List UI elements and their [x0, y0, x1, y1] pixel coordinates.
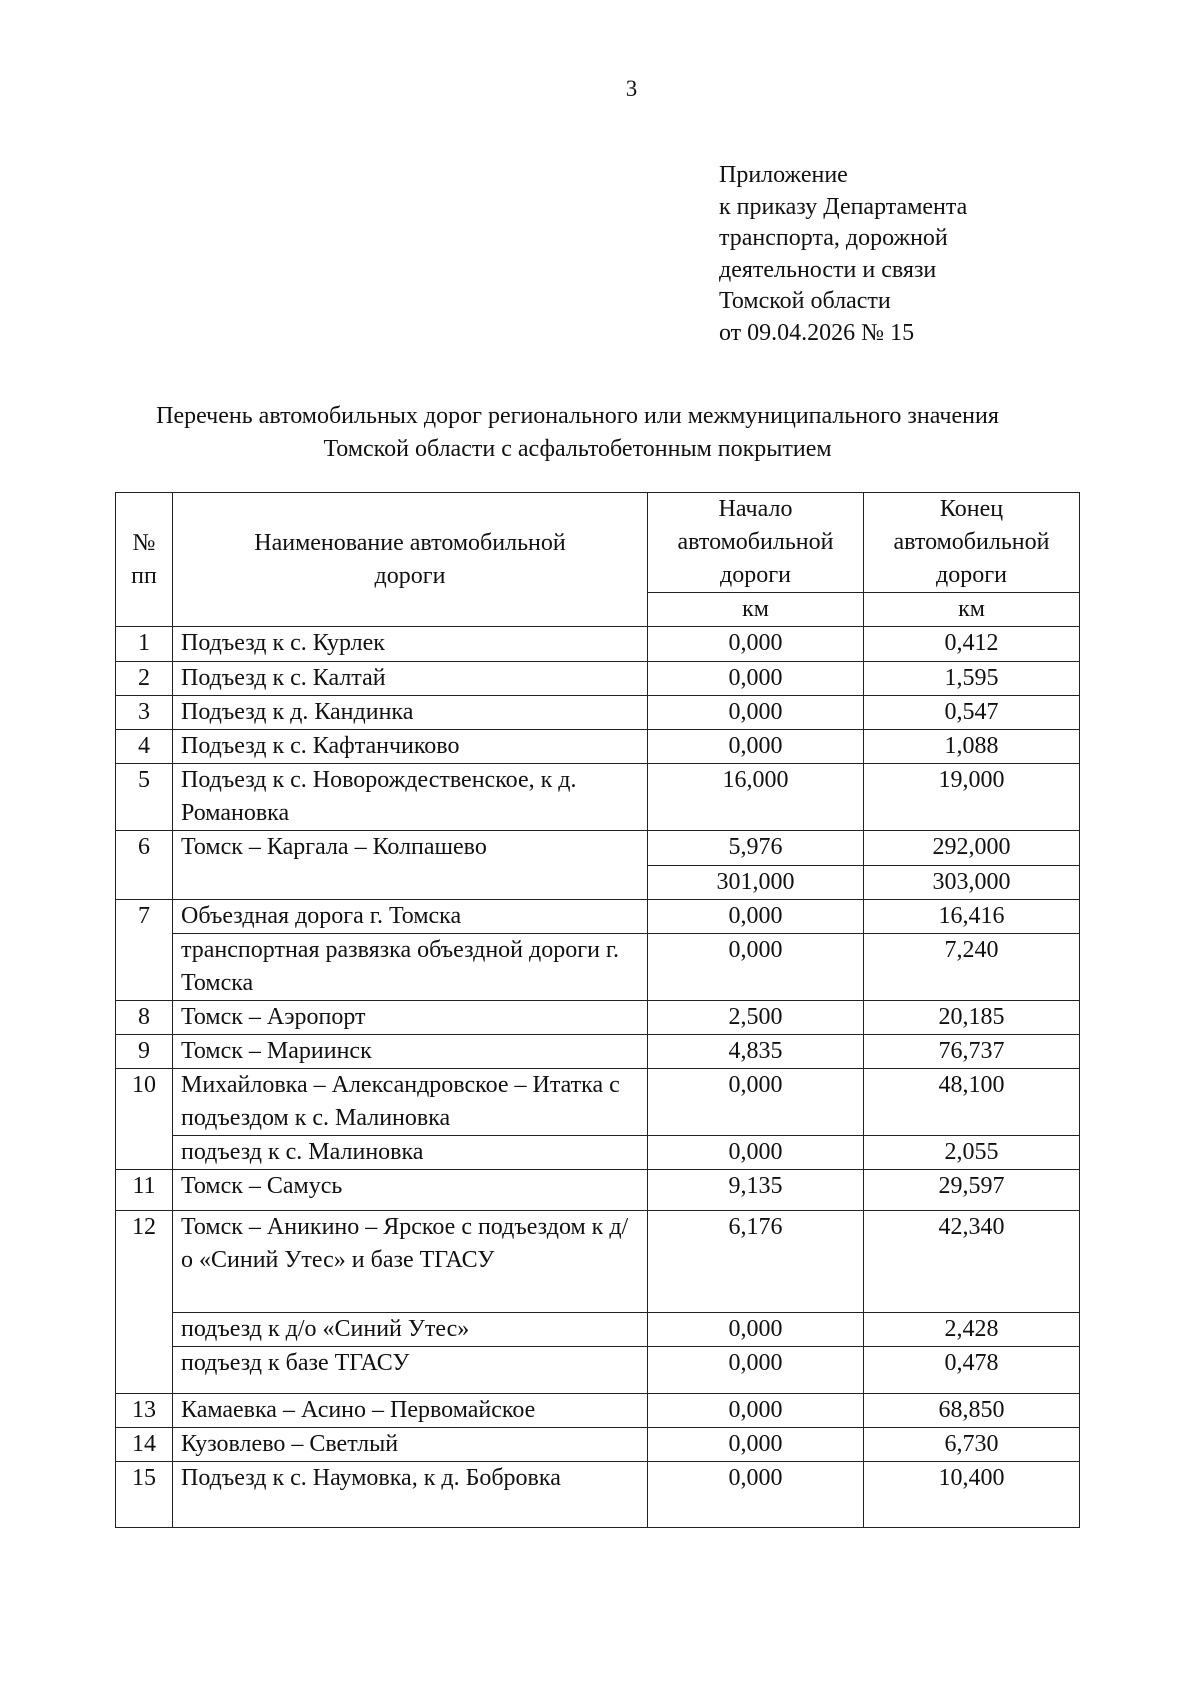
row-number: 6	[116, 831, 173, 900]
start-km: 2,500	[648, 1001, 864, 1035]
start-km: 5,976	[648, 831, 864, 866]
start-km: 0,000	[648, 730, 864, 764]
start-km: 0,000	[648, 934, 864, 1001]
row-number: 15	[116, 1462, 173, 1528]
row-number: 8	[116, 1001, 173, 1035]
table-row	[116, 1170, 1080, 1211]
row-number: 2	[116, 662, 173, 696]
header-name: Наименование автомобильной дороги	[173, 493, 648, 627]
start-km: 0,000	[648, 627, 864, 662]
appendix-block	[719, 160, 967, 349]
end-km: 68,850	[864, 1394, 1080, 1428]
end-km: 76,737	[864, 1035, 1080, 1069]
road-name: Подъезд к с. Кафтанчиково	[173, 730, 648, 764]
row-number: 10	[116, 1069, 173, 1170]
row-number: 14	[116, 1428, 173, 1462]
row-number: 11	[116, 1170, 173, 1211]
road-name: Подъезд к с. Калтай	[173, 662, 648, 696]
table-row	[116, 1462, 1080, 1528]
title-line: Перечень автомобильных дорог регионального или межмуниципального значения	[156, 403, 999, 429]
appendix-line: Томской области	[719, 288, 891, 314]
start-km: 0,000	[648, 900, 864, 934]
start-km: 16,000	[648, 764, 864, 831]
road-name: Подъезд к с. Новорождественское, к д. Романовка	[173, 764, 648, 831]
table-row	[116, 1069, 1080, 1136]
start-km: 0,000	[648, 1462, 864, 1528]
row-number: 4	[116, 730, 173, 764]
start-km: 0,000	[648, 1428, 864, 1462]
road-name: транспортная развязка объездной дороги г. Томска	[173, 934, 648, 1001]
start-km: 9,135	[648, 1170, 864, 1211]
table-row	[116, 831, 1080, 866]
road-name: Томск – Мариинск	[173, 1035, 648, 1069]
end-km: 1,595	[864, 662, 1080, 696]
end-km: 292,000	[864, 831, 1080, 866]
page-number: 3	[625, 76, 638, 101]
table-row	[116, 696, 1080, 730]
end-km: 20,185	[864, 1001, 1080, 1035]
end-km: 2,055	[864, 1136, 1080, 1170]
row-number: 13	[116, 1394, 173, 1428]
row-number: 3	[116, 696, 173, 730]
roads-table	[115, 492, 1080, 1528]
start-km: 0,000	[648, 1313, 864, 1347]
road-name: Подъезд к д. Кандинка	[173, 696, 648, 730]
table-row	[116, 1394, 1080, 1428]
row-number: 7	[116, 900, 173, 1001]
table-subrow	[116, 1313, 1080, 1347]
road-name: подъезд к базе ТГАСУ	[173, 1347, 648, 1394]
start-km: 0,000	[648, 696, 864, 730]
table-subrow	[116, 1347, 1080, 1394]
row-number: 12	[116, 1211, 173, 1394]
table-row	[116, 1001, 1080, 1035]
table-row	[116, 730, 1080, 764]
road-name: Кузовлево – Светлый	[173, 1428, 648, 1462]
start-km: 0,000	[648, 1136, 864, 1170]
header-end: Конец автомобильной дороги	[864, 493, 1080, 593]
end-km: 42,340	[864, 1211, 1080, 1313]
end-km: 303,000	[864, 866, 1080, 900]
road-name: Томск – Самусь	[173, 1170, 648, 1211]
road-name: подъезд к д/о «Синий Утес»	[173, 1313, 648, 1347]
end-km: 0,412	[864, 627, 1080, 662]
header-unit-end: км	[864, 593, 1080, 627]
table-row	[116, 1035, 1080, 1069]
table-row	[116, 764, 1080, 831]
row-number: 1	[116, 627, 173, 662]
start-km: 6,176	[648, 1211, 864, 1313]
row-number: 5	[116, 764, 173, 831]
appendix-line: деятельности и связи	[719, 256, 937, 283]
table-row	[116, 900, 1080, 934]
appendix-line: к приказу Департамента	[719, 193, 968, 220]
header-num: № пп	[116, 493, 173, 627]
document-title	[0, 400, 1155, 466]
road-name: подъезд к с. Малиновка	[173, 1136, 648, 1170]
road-name: Михайловка – Александровское – Итатка с подъездом к с. Малиновка	[173, 1069, 648, 1136]
appendix-line: Приложение	[719, 162, 848, 188]
end-km: 6,730	[864, 1428, 1080, 1462]
start-km: 0,000	[648, 662, 864, 696]
road-name: Подъезд к с. Наумовка, к д. Бобровка	[173, 1462, 648, 1528]
end-km: 7,240	[864, 934, 1080, 1001]
table-row	[116, 1211, 1080, 1313]
appendix-line: от 09.04.2026 № 15	[719, 319, 915, 346]
table-subrow	[116, 934, 1080, 1001]
row-number: 9	[116, 1035, 173, 1069]
start-km: 0,000	[648, 1347, 864, 1394]
road-name: Объездная дорога г. Томска	[173, 900, 648, 934]
start-km: 4,835	[648, 1035, 864, 1069]
end-km: 1,088	[864, 730, 1080, 764]
end-km: 2,428	[864, 1313, 1080, 1347]
start-km: 0,000	[648, 1394, 864, 1428]
end-km: 0,547	[864, 696, 1080, 730]
road-name: Томск – Аникино – Ярское с подъездом к д/о «Синий Утес» и базе ТГАСУ	[173, 1211, 648, 1313]
header-start: Начало автомобильной дороги	[648, 493, 864, 593]
end-km: 29,597	[864, 1170, 1080, 1211]
road-name: Подъезд к с. Курлек	[173, 627, 648, 662]
road-name: Томск – Каргала – Колпашево	[173, 831, 648, 900]
start-km: 301,000	[648, 866, 864, 900]
appendix-line: транспорта, дорожной	[719, 225, 948, 251]
start-km: 0,000	[648, 1069, 864, 1136]
table-row	[116, 1428, 1080, 1462]
end-km: 16,416	[864, 900, 1080, 934]
end-km: 19,000	[864, 764, 1080, 831]
title-line: Томской области с асфальтобетонным покрытием	[323, 436, 832, 462]
road-name: Камаевка – Асино – Первомайское	[173, 1394, 648, 1428]
table-row	[116, 627, 1080, 662]
table-subrow	[116, 1136, 1080, 1170]
end-km: 0,478	[864, 1347, 1080, 1394]
end-km: 10,400	[864, 1462, 1080, 1528]
table-row	[116, 662, 1080, 696]
header-unit-start: км	[648, 593, 864, 627]
road-name: Томск – Аэропорт	[173, 1001, 648, 1035]
end-km: 48,100	[864, 1069, 1080, 1136]
